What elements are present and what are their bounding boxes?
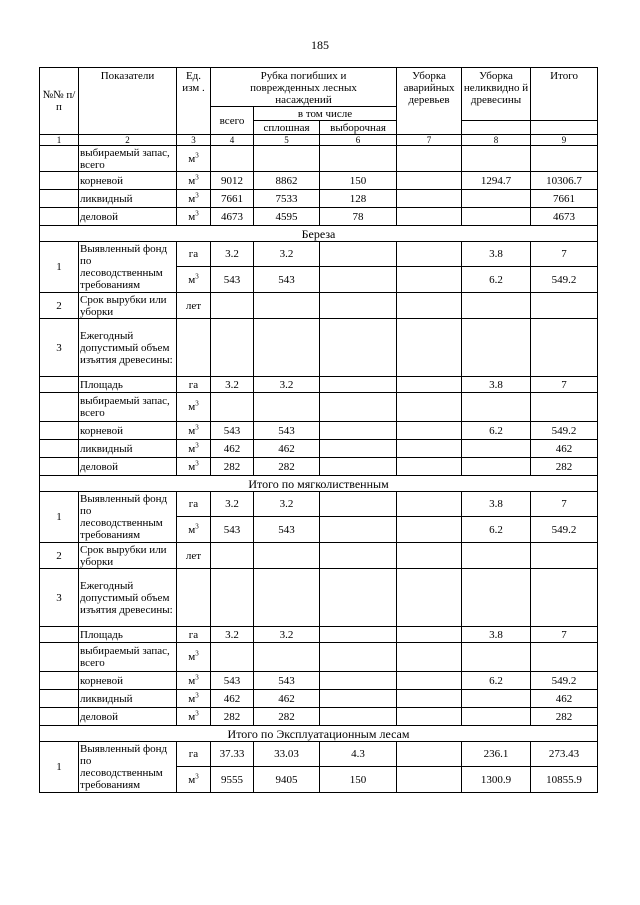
- table-row: [40, 569, 598, 627]
- table-row: [40, 135, 598, 146]
- empty-cell: [254, 643, 320, 672]
- table-row: [40, 319, 598, 377]
- value-cell: 462: [211, 440, 254, 458]
- value-cell: 462: [211, 690, 254, 708]
- indicator-label: Выявленный фонд по лесоводственным требованиям: [79, 492, 177, 543]
- value-cell: [320, 422, 397, 440]
- header-incl: в том числе: [254, 107, 397, 121]
- value-cell: 462: [254, 690, 320, 708]
- unit-label: м: [188, 674, 196, 687]
- unit-cell: га: [177, 627, 211, 643]
- value-cell: 462: [531, 440, 598, 458]
- value-cell: [320, 708, 397, 726]
- header-total: Итого: [531, 68, 598, 121]
- empty-cell: [40, 422, 79, 440]
- section-title: Итого по Эксплуатационным лесам: [40, 726, 598, 742]
- empty-cell: [531, 146, 598, 172]
- unit-cell: [177, 422, 211, 440]
- empty-cell: [462, 643, 531, 672]
- header-total-all: всего: [211, 107, 254, 135]
- empty-cell: [397, 569, 462, 627]
- value-cell: [320, 492, 397, 517]
- row-number: 1: [40, 742, 79, 793]
- value-cell: 9405: [254, 767, 320, 793]
- value-cell: 7: [531, 492, 598, 517]
- empty-cell: [397, 319, 462, 377]
- empty-cell: [254, 293, 320, 319]
- indicator-label: выбираемый запас, всего: [79, 393, 177, 422]
- empty-cell: [462, 319, 531, 377]
- unit-label: м: [188, 773, 196, 786]
- unit-cell: га: [177, 377, 211, 393]
- indicator-label: Ежегодный допустимый объем изъятия древесины:: [79, 319, 177, 377]
- empty-cell: [211, 643, 254, 672]
- empty-cell: [397, 146, 462, 172]
- value-cell: 6.2: [462, 267, 531, 293]
- column-number: 8: [462, 135, 531, 146]
- empty-cell: [211, 319, 254, 377]
- value-cell: 6.2: [462, 672, 531, 690]
- unit-label: м: [188, 152, 196, 165]
- empty-cell: [320, 543, 397, 569]
- unit-cell: лет: [177, 293, 211, 319]
- value-cell: [320, 517, 397, 543]
- column-number: 9: [531, 135, 598, 146]
- empty-cell: [40, 393, 79, 422]
- value-cell: [462, 440, 531, 458]
- column-number: 1: [40, 135, 79, 146]
- value-cell: [462, 708, 531, 726]
- value-cell: 4.3: [320, 742, 397, 767]
- table-row: [40, 226, 598, 242]
- value-cell: 128: [320, 190, 397, 208]
- value-cell: 282: [211, 458, 254, 476]
- indicator-label: корневой: [79, 672, 177, 690]
- unit-cell: [177, 672, 211, 690]
- value-cell: 4673: [211, 208, 254, 226]
- table-row: [40, 492, 598, 517]
- empty-cell: [177, 319, 211, 377]
- indicator-label: Срок вырубки или уборки: [79, 543, 177, 569]
- empty-cell: [40, 458, 79, 476]
- table-row: [40, 476, 598, 492]
- indicator-label: Выявленный фонд по лесоводственным требованиям: [79, 242, 177, 293]
- unit-superscript: 3: [195, 208, 199, 217]
- value-cell: 543: [254, 672, 320, 690]
- value-cell: 7661: [531, 190, 598, 208]
- value-cell: [462, 190, 531, 208]
- indicator-label: выбираемый запас, всего: [79, 146, 177, 172]
- value-cell: [397, 377, 462, 393]
- table-row: [40, 458, 598, 476]
- value-cell: 10855.9: [531, 767, 598, 793]
- empty-cell: [40, 690, 79, 708]
- empty-cell: [40, 708, 79, 726]
- column-number: 7: [397, 135, 462, 146]
- value-cell: 7: [531, 627, 598, 643]
- table-row: [40, 242, 598, 267]
- empty-cell: [40, 643, 79, 672]
- value-cell: 549.2: [531, 517, 598, 543]
- unit-superscript: 3: [195, 771, 199, 780]
- unit-superscript: 3: [195, 649, 199, 658]
- value-cell: [397, 440, 462, 458]
- empty-cell: [254, 569, 320, 627]
- header-unit: Ед. изм .: [177, 68, 211, 135]
- indicator-label: ликвидный: [79, 690, 177, 708]
- indicator-label: Площадь: [79, 377, 177, 393]
- value-cell: [397, 267, 462, 293]
- unit-superscript: 3: [195, 690, 199, 699]
- empty-cell: [397, 643, 462, 672]
- empty-cell: [40, 377, 79, 393]
- unit-superscript: 3: [195, 708, 199, 717]
- value-cell: [320, 377, 397, 393]
- unit-cell: [177, 146, 211, 172]
- value-cell: 1300.9: [462, 767, 531, 793]
- table-row: [40, 393, 598, 422]
- value-cell: 282: [531, 708, 598, 726]
- section-title: Береза: [40, 226, 598, 242]
- empty-cell: [397, 293, 462, 319]
- indicator-label: Срок вырубки или уборки: [79, 293, 177, 319]
- value-cell: 543: [254, 267, 320, 293]
- unit-superscript: 3: [195, 521, 199, 530]
- value-cell: [397, 172, 462, 190]
- table-row: [40, 68, 598, 107]
- value-cell: 37.33: [211, 742, 254, 767]
- column-number: 4: [211, 135, 254, 146]
- empty-cell: [531, 569, 598, 627]
- unit-cell: га: [177, 492, 211, 517]
- value-cell: [462, 690, 531, 708]
- value-cell: 3.2: [211, 377, 254, 393]
- value-cell: 543: [211, 422, 254, 440]
- empty-cell: [320, 319, 397, 377]
- value-cell: 10306.7: [531, 172, 598, 190]
- column-number: 6: [320, 135, 397, 146]
- unit-cell: [177, 208, 211, 226]
- empty-cell: [462, 569, 531, 627]
- empty-cell: [40, 172, 79, 190]
- unit-superscript: 3: [195, 672, 199, 681]
- value-cell: [397, 190, 462, 208]
- empty-cell: [40, 627, 79, 643]
- unit-superscript: 3: [195, 172, 199, 181]
- table-row: [40, 377, 598, 393]
- header-illiquid: Уборка неликвидно й древесины: [462, 68, 531, 121]
- header-selective: выборочная: [320, 121, 397, 135]
- empty-cell: [320, 643, 397, 672]
- empty-cell: [320, 146, 397, 172]
- table-row: [40, 543, 598, 569]
- unit-label: м: [188, 523, 196, 536]
- column-number: 2: [79, 135, 177, 146]
- felling-table: [39, 67, 598, 793]
- unit-superscript: 3: [195, 440, 199, 449]
- unit-cell: [177, 643, 211, 672]
- row-number: 2: [40, 293, 79, 319]
- value-cell: 543: [254, 517, 320, 543]
- empty-cell: [40, 672, 79, 690]
- unit-superscript: 3: [195, 399, 199, 408]
- empty-cell: [211, 146, 254, 172]
- empty-cell: [211, 293, 254, 319]
- unit-label: м: [188, 210, 196, 223]
- unit-cell: [177, 267, 211, 293]
- value-cell: 4595: [254, 208, 320, 226]
- value-cell: [397, 208, 462, 226]
- page-number: 185: [311, 38, 329, 52]
- indicator-label: корневой: [79, 172, 177, 190]
- empty-cell: [254, 543, 320, 569]
- value-cell: 7661: [211, 190, 254, 208]
- empty-cell: [462, 393, 531, 422]
- unit-cell: [177, 393, 211, 422]
- empty-cell: [40, 146, 79, 172]
- value-cell: 6.2: [462, 422, 531, 440]
- row-number: 3: [40, 319, 79, 377]
- value-cell: 6.2: [462, 517, 531, 543]
- empty-cell: [397, 543, 462, 569]
- value-cell: 3.2: [211, 627, 254, 643]
- value-cell: [320, 627, 397, 643]
- value-cell: [320, 267, 397, 293]
- indicator-label: ликвидный: [79, 440, 177, 458]
- unit-cell: лет: [177, 543, 211, 569]
- empty-cell: [531, 543, 598, 569]
- row-number: 1: [40, 242, 79, 293]
- table-row: [40, 627, 598, 643]
- value-cell: 78: [320, 208, 397, 226]
- empty-cell: [462, 543, 531, 569]
- unit-label: м: [188, 273, 196, 286]
- value-cell: [462, 458, 531, 476]
- empty-cell: [211, 543, 254, 569]
- value-cell: [397, 690, 462, 708]
- value-cell: [397, 242, 462, 267]
- value-cell: 549.2: [531, 267, 598, 293]
- table-row: [40, 146, 598, 172]
- indicator-label: корневой: [79, 422, 177, 440]
- value-cell: 7533: [254, 190, 320, 208]
- empty-cell: [462, 146, 531, 172]
- unit-superscript: 3: [195, 150, 199, 159]
- unit-label: м: [188, 651, 196, 663]
- empty-cell: [177, 569, 211, 627]
- value-cell: 150: [320, 172, 397, 190]
- value-cell: [397, 458, 462, 476]
- value-cell: [397, 422, 462, 440]
- table-row: [40, 440, 598, 458]
- value-cell: 462: [254, 440, 320, 458]
- value-cell: 549.2: [531, 672, 598, 690]
- unit-label: м: [188, 192, 196, 205]
- empty-cell: [320, 393, 397, 422]
- value-cell: 462: [531, 690, 598, 708]
- value-cell: 3.2: [211, 242, 254, 267]
- value-cell: [320, 672, 397, 690]
- table-row: [40, 293, 598, 319]
- column-number: 5: [254, 135, 320, 146]
- empty-cell: [320, 569, 397, 627]
- empty-cell: [254, 319, 320, 377]
- indicator-label: Площадь: [79, 627, 177, 643]
- empty-cell: [254, 146, 320, 172]
- value-cell: 9555: [211, 767, 254, 793]
- unit-cell: га: [177, 242, 211, 267]
- value-cell: 3.2: [254, 242, 320, 267]
- empty-cell: [531, 319, 598, 377]
- empty-cell: [211, 569, 254, 627]
- unit-label: м: [188, 424, 196, 437]
- unit-cell: [177, 440, 211, 458]
- value-cell: 1294.7: [462, 172, 531, 190]
- value-cell: [397, 517, 462, 543]
- value-cell: 150: [320, 767, 397, 793]
- table-row: [40, 726, 598, 742]
- indicator-label: выбираемый запас, всего: [79, 643, 177, 672]
- value-cell: [397, 672, 462, 690]
- value-cell: [397, 708, 462, 726]
- value-cell: 282: [254, 458, 320, 476]
- table-row: [40, 742, 598, 767]
- empty-cell: [531, 293, 598, 319]
- indicator-label: ликвидный: [79, 190, 177, 208]
- value-cell: 3.2: [254, 627, 320, 643]
- value-cell: [397, 627, 462, 643]
- table-row: [40, 172, 598, 190]
- unit-superscript: 3: [195, 190, 199, 199]
- unit-superscript: 3: [195, 458, 199, 467]
- table-row: [40, 208, 598, 226]
- value-cell: 282: [254, 708, 320, 726]
- value-cell: [397, 767, 462, 793]
- value-cell: [397, 742, 462, 767]
- table-row: [40, 690, 598, 708]
- header-emergency: Уборка аварийных деревьев: [397, 68, 462, 135]
- unit-cell: [177, 767, 211, 793]
- value-cell: 236.1: [462, 742, 531, 767]
- table-row: [40, 422, 598, 440]
- empty-cell: [462, 293, 531, 319]
- value-cell: [320, 242, 397, 267]
- table-row: [40, 708, 598, 726]
- unit-cell: [177, 708, 211, 726]
- unit-label: м: [188, 401, 196, 413]
- header-indicators: Показатели: [79, 68, 177, 135]
- value-cell: 3.2: [254, 492, 320, 517]
- unit-label: м: [188, 710, 196, 723]
- value-cell: 282: [531, 458, 598, 476]
- unit-cell: [177, 172, 211, 190]
- unit-cell: [177, 190, 211, 208]
- empty-cell: [211, 393, 254, 422]
- unit-label: м: [188, 174, 196, 187]
- row-number: 3: [40, 569, 79, 627]
- value-cell: 543: [254, 422, 320, 440]
- value-cell: 8862: [254, 172, 320, 190]
- indicator-label: Ежегодный допустимый объем изъятия древесины:: [79, 569, 177, 627]
- indicator-label: деловой: [79, 458, 177, 476]
- empty-cell: [531, 393, 598, 422]
- unit-superscript: 3: [195, 271, 199, 280]
- empty-cell: [462, 121, 531, 135]
- header-felling: Рубка погибших и поврежденных лесных насаждений: [211, 68, 397, 107]
- value-cell: 9012: [211, 172, 254, 190]
- value-cell: 7: [531, 377, 598, 393]
- value-cell: [320, 690, 397, 708]
- empty-cell: [40, 208, 79, 226]
- table-row: [40, 190, 598, 208]
- empty-cell: [397, 393, 462, 422]
- empty-cell: [320, 293, 397, 319]
- value-cell: 549.2: [531, 422, 598, 440]
- row-number: 2: [40, 543, 79, 569]
- value-cell: 273.43: [531, 742, 598, 767]
- header-clear: сплошная: [254, 121, 320, 135]
- value-cell: [462, 208, 531, 226]
- value-cell: 3.8: [462, 627, 531, 643]
- unit-superscript: 3: [195, 422, 199, 431]
- value-cell: [397, 492, 462, 517]
- indicator-label: Выявленный фонд по лесоводственным требованиям: [79, 742, 177, 793]
- header-num: №№ п/п: [40, 68, 79, 135]
- table-row: [40, 643, 598, 672]
- unit-label: м: [188, 442, 196, 455]
- unit-cell: [177, 458, 211, 476]
- value-cell: 543: [211, 672, 254, 690]
- value-cell: 3.2: [254, 377, 320, 393]
- value-cell: 3.2: [211, 492, 254, 517]
- value-cell: 543: [211, 267, 254, 293]
- value-cell: 3.8: [462, 377, 531, 393]
- indicator-label: деловой: [79, 708, 177, 726]
- table-row: [40, 672, 598, 690]
- empty-cell: [40, 190, 79, 208]
- empty-cell: [531, 121, 598, 135]
- indicator-label: деловой: [79, 208, 177, 226]
- value-cell: 543: [211, 517, 254, 543]
- unit-cell: [177, 517, 211, 543]
- column-number: 3: [177, 135, 211, 146]
- value-cell: 4673: [531, 208, 598, 226]
- value-cell: 3.8: [462, 492, 531, 517]
- value-cell: 3.8: [462, 242, 531, 267]
- unit-cell: га: [177, 742, 211, 767]
- value-cell: 33.03: [254, 742, 320, 767]
- unit-cell: [177, 690, 211, 708]
- unit-label: м: [188, 460, 196, 473]
- value-cell: [320, 458, 397, 476]
- empty-cell: [40, 440, 79, 458]
- empty-cell: [254, 393, 320, 422]
- value-cell: 282: [211, 708, 254, 726]
- value-cell: [320, 440, 397, 458]
- value-cell: 7: [531, 242, 598, 267]
- empty-cell: [531, 643, 598, 672]
- unit-label: м: [188, 692, 196, 705]
- section-title: Итого по мягколиственным: [40, 476, 598, 492]
- row-number: 1: [40, 492, 79, 543]
